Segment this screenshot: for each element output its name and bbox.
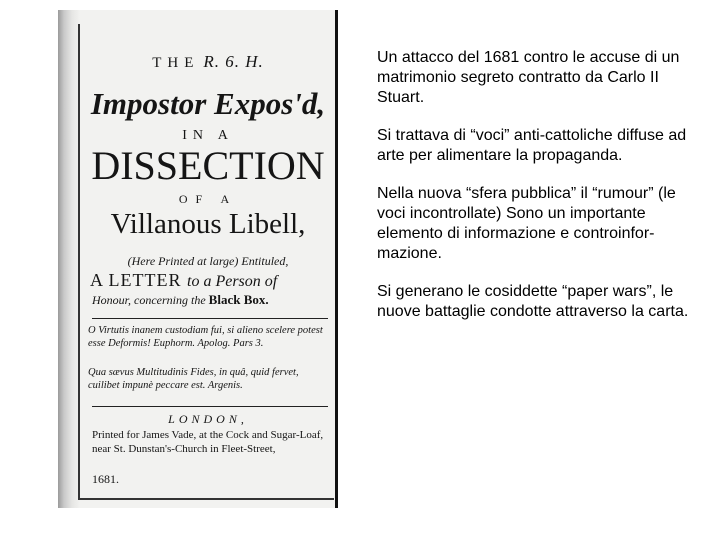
handwritten-shelfmark: R. 6. H. [203, 52, 264, 71]
title-honour: Honour, concerning the Black Box. [92, 292, 269, 307]
title-in-a: IN A [182, 128, 234, 143]
book-spine-shadow [58, 10, 80, 508]
page-border-bottom [78, 498, 334, 500]
title-entituled: (Here Printed at large) Entituled, [127, 254, 289, 268]
divider-rule [92, 406, 328, 407]
title-dissection: DISSECTION [91, 143, 325, 188]
note-paragraph: Si generano le cosiddette “paper wars”, le nuove battaglie condotte attraverso la carta. [377, 283, 689, 320]
commentary-text [377, 48, 697, 340]
note-paragraph: Si trattava di “voci” anti-cattoliche diffuse ad arte per alimentare la propaganda. [377, 127, 687, 164]
title-villanous-libell: Villanous Libell, [110, 208, 306, 240]
divider-rule [92, 318, 328, 319]
imprint-london: LONDON, [168, 412, 248, 426]
note-paragraph: Nella nuova “sfera pubblica” il “rumour” (le voci incontrollate) Sono un importante elemento di informazione e controinfor-mazione. [377, 185, 676, 262]
title-the: THE R. 6. H. [152, 52, 264, 71]
imprint-text: Printed for James Vade, at the Cock and Sugar-Loaf, near St. Dunstan's-Church in Fleet-Street, [92, 429, 324, 455]
title-of-a: OF A [178, 192, 238, 206]
title-page-scan [58, 10, 338, 508]
epigraph-2: Qua sævus Multitudinis Fides, in quâ, quid fervet, cuilibet impunè peccare est. Argenis. [88, 367, 299, 391]
page-edge-right [335, 10, 338, 508]
title-letter: A LETTER to a Person of [90, 270, 278, 290]
note-paragraph: Un attacco del 1681 contro le accuse di un matrimonio segreto contratto da Carlo II Stuart. [377, 49, 680, 106]
epigraph-1: O Virtutis inanem custodiam fui, si alieno scelere potest esse Deformis! Euphorm. Apolog. Pars 3. [88, 325, 323, 349]
page-border-left [78, 24, 80, 499]
title-imposter: Impostor Expos'd, [90, 86, 326, 121]
imprint-year: 1681. [92, 472, 119, 486]
